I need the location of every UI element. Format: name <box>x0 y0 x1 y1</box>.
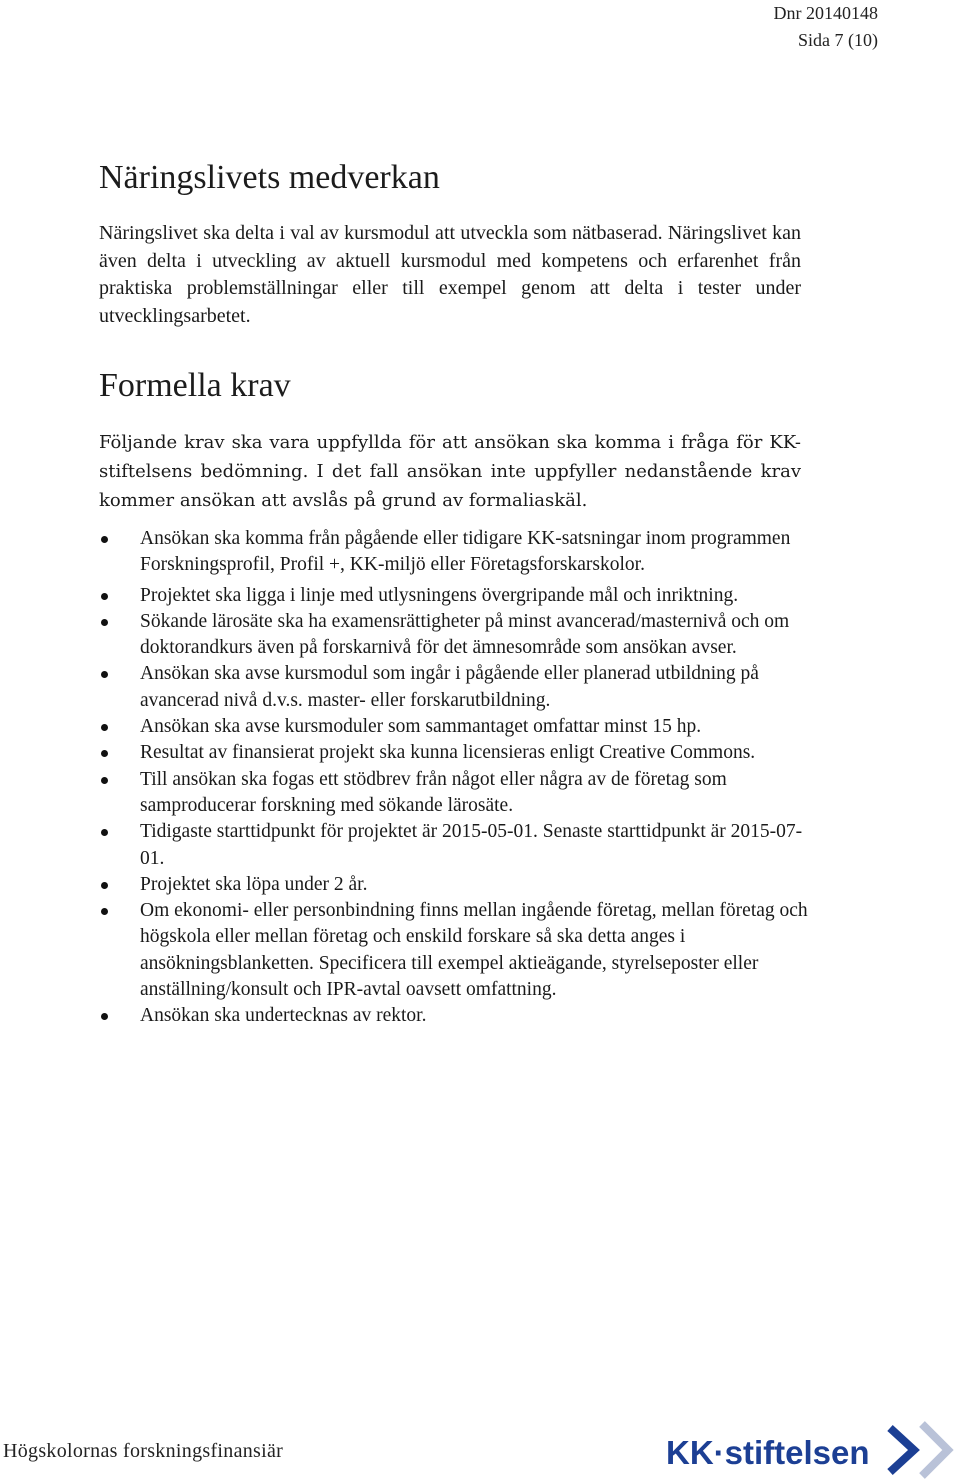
section-title-naringsliv: Näringslivets medverkan <box>99 159 440 196</box>
intro-line: Följande krav ska vara uppfyllda för att ansökan ska komma i fråga för KK- <box>99 432 801 453</box>
list-item: Projektet ska ligga i linje med utlysningens övergripande mål och inriktning. <box>140 583 812 609</box>
list-item: Ansökan ska avse kursmodul som ingår i pågående eller planerad utbildning på avancerad nivå d.v.s. master- eller forskarutbildning. <box>140 661 812 714</box>
list-item: Resultat av finansierat projekt ska kunna licensieras enligt Creative Commons. <box>140 740 812 766</box>
paragraph-formella-krav <box>99 428 801 515</box>
bullet-icon <box>101 1013 108 1020</box>
bullet-icon <box>101 777 108 784</box>
footer-tagline: Högskolornas forskningsfinansiär <box>3 1440 284 1462</box>
intro-line: stiftelsens bedömning. I det fall ansökan inte uppfyller nedanstående krav <box>99 461 801 482</box>
logo-text: KK·stiftelsen <box>666 1434 870 1471</box>
paragraph-naringsliv: Näringslivet ska delta i val av kursmodul att utveckla som nätbaserad. Näringslivet kan även delta i utveckling av aktuell kursmodul med kompetens och erfarenhet från praktiska problemställningar eller till exempel genom att delta i tester under utvecklingsarbetet. <box>99 222 801 327</box>
bullet-icon <box>101 829 108 836</box>
bullet-icon <box>101 671 108 678</box>
list-item: Tidigaste starttidpunkt för projektet är 2015-05-01. Senaste starttidpunkt är 2015-07-01. <box>140 819 812 872</box>
requirements-list <box>140 526 812 1030</box>
list-item: Till ansökan ska fogas ett stödbrev från något eller några av de företag som samproducerar forskning med sökande lärosäte. <box>140 767 812 820</box>
list-item: Ansökan ska avse kursmoduler som sammantaget omfattar minst 15 hp. <box>140 714 812 740</box>
chevron-icon <box>890 1428 914 1472</box>
bullet-icon <box>101 536 108 543</box>
bullet-icon <box>101 619 108 626</box>
list-item: Om ekonomi- eller personbindning finns mellan ingående företag, mellan företag och högskola eller mellan företag och enskild forskare så ska detta anges i ansökningsblanketten. Specificera till exempel aktieägande, styrelseposter eller anställning/konsult och IPR-avtal oavsett omfattning. <box>140 898 812 1003</box>
list-item: Projektet ska löpa under 2 år. <box>140 872 812 898</box>
list-item: Sökande lärosäte ska ha examensrättigheter på minst avancerad/masternivå och om doktorandkurs även på forskarnivå för det ämnesområde som ansökan avser. <box>140 609 812 662</box>
page-number: Sida 7 (10) <box>798 30 878 50</box>
document-number: Dnr 20140148 <box>773 3 878 23</box>
section-title-formella-krav: Formella krav <box>99 367 291 404</box>
list-item: Ansökan ska komma från pågående eller tidigare KK-satsningar inom programmen Forskningsprofil, Profil +, KK-miljö eller Företagsforskarskolor. <box>140 526 812 579</box>
kk-stiftelsen-logo <box>666 1420 960 1480</box>
chevron-icon <box>922 1424 948 1476</box>
bullet-icon <box>101 882 108 889</box>
bullet-icon <box>101 908 108 915</box>
bullet-icon <box>101 593 108 600</box>
intro-line: kommer ansökan att avslås på grund av formaliaskäl. <box>99 490 588 511</box>
document-header <box>774 0 879 54</box>
list-item: Ansökan ska undertecknas av rektor. <box>140 1003 812 1029</box>
bullet-icon <box>101 750 108 757</box>
bullet-icon <box>101 724 108 731</box>
